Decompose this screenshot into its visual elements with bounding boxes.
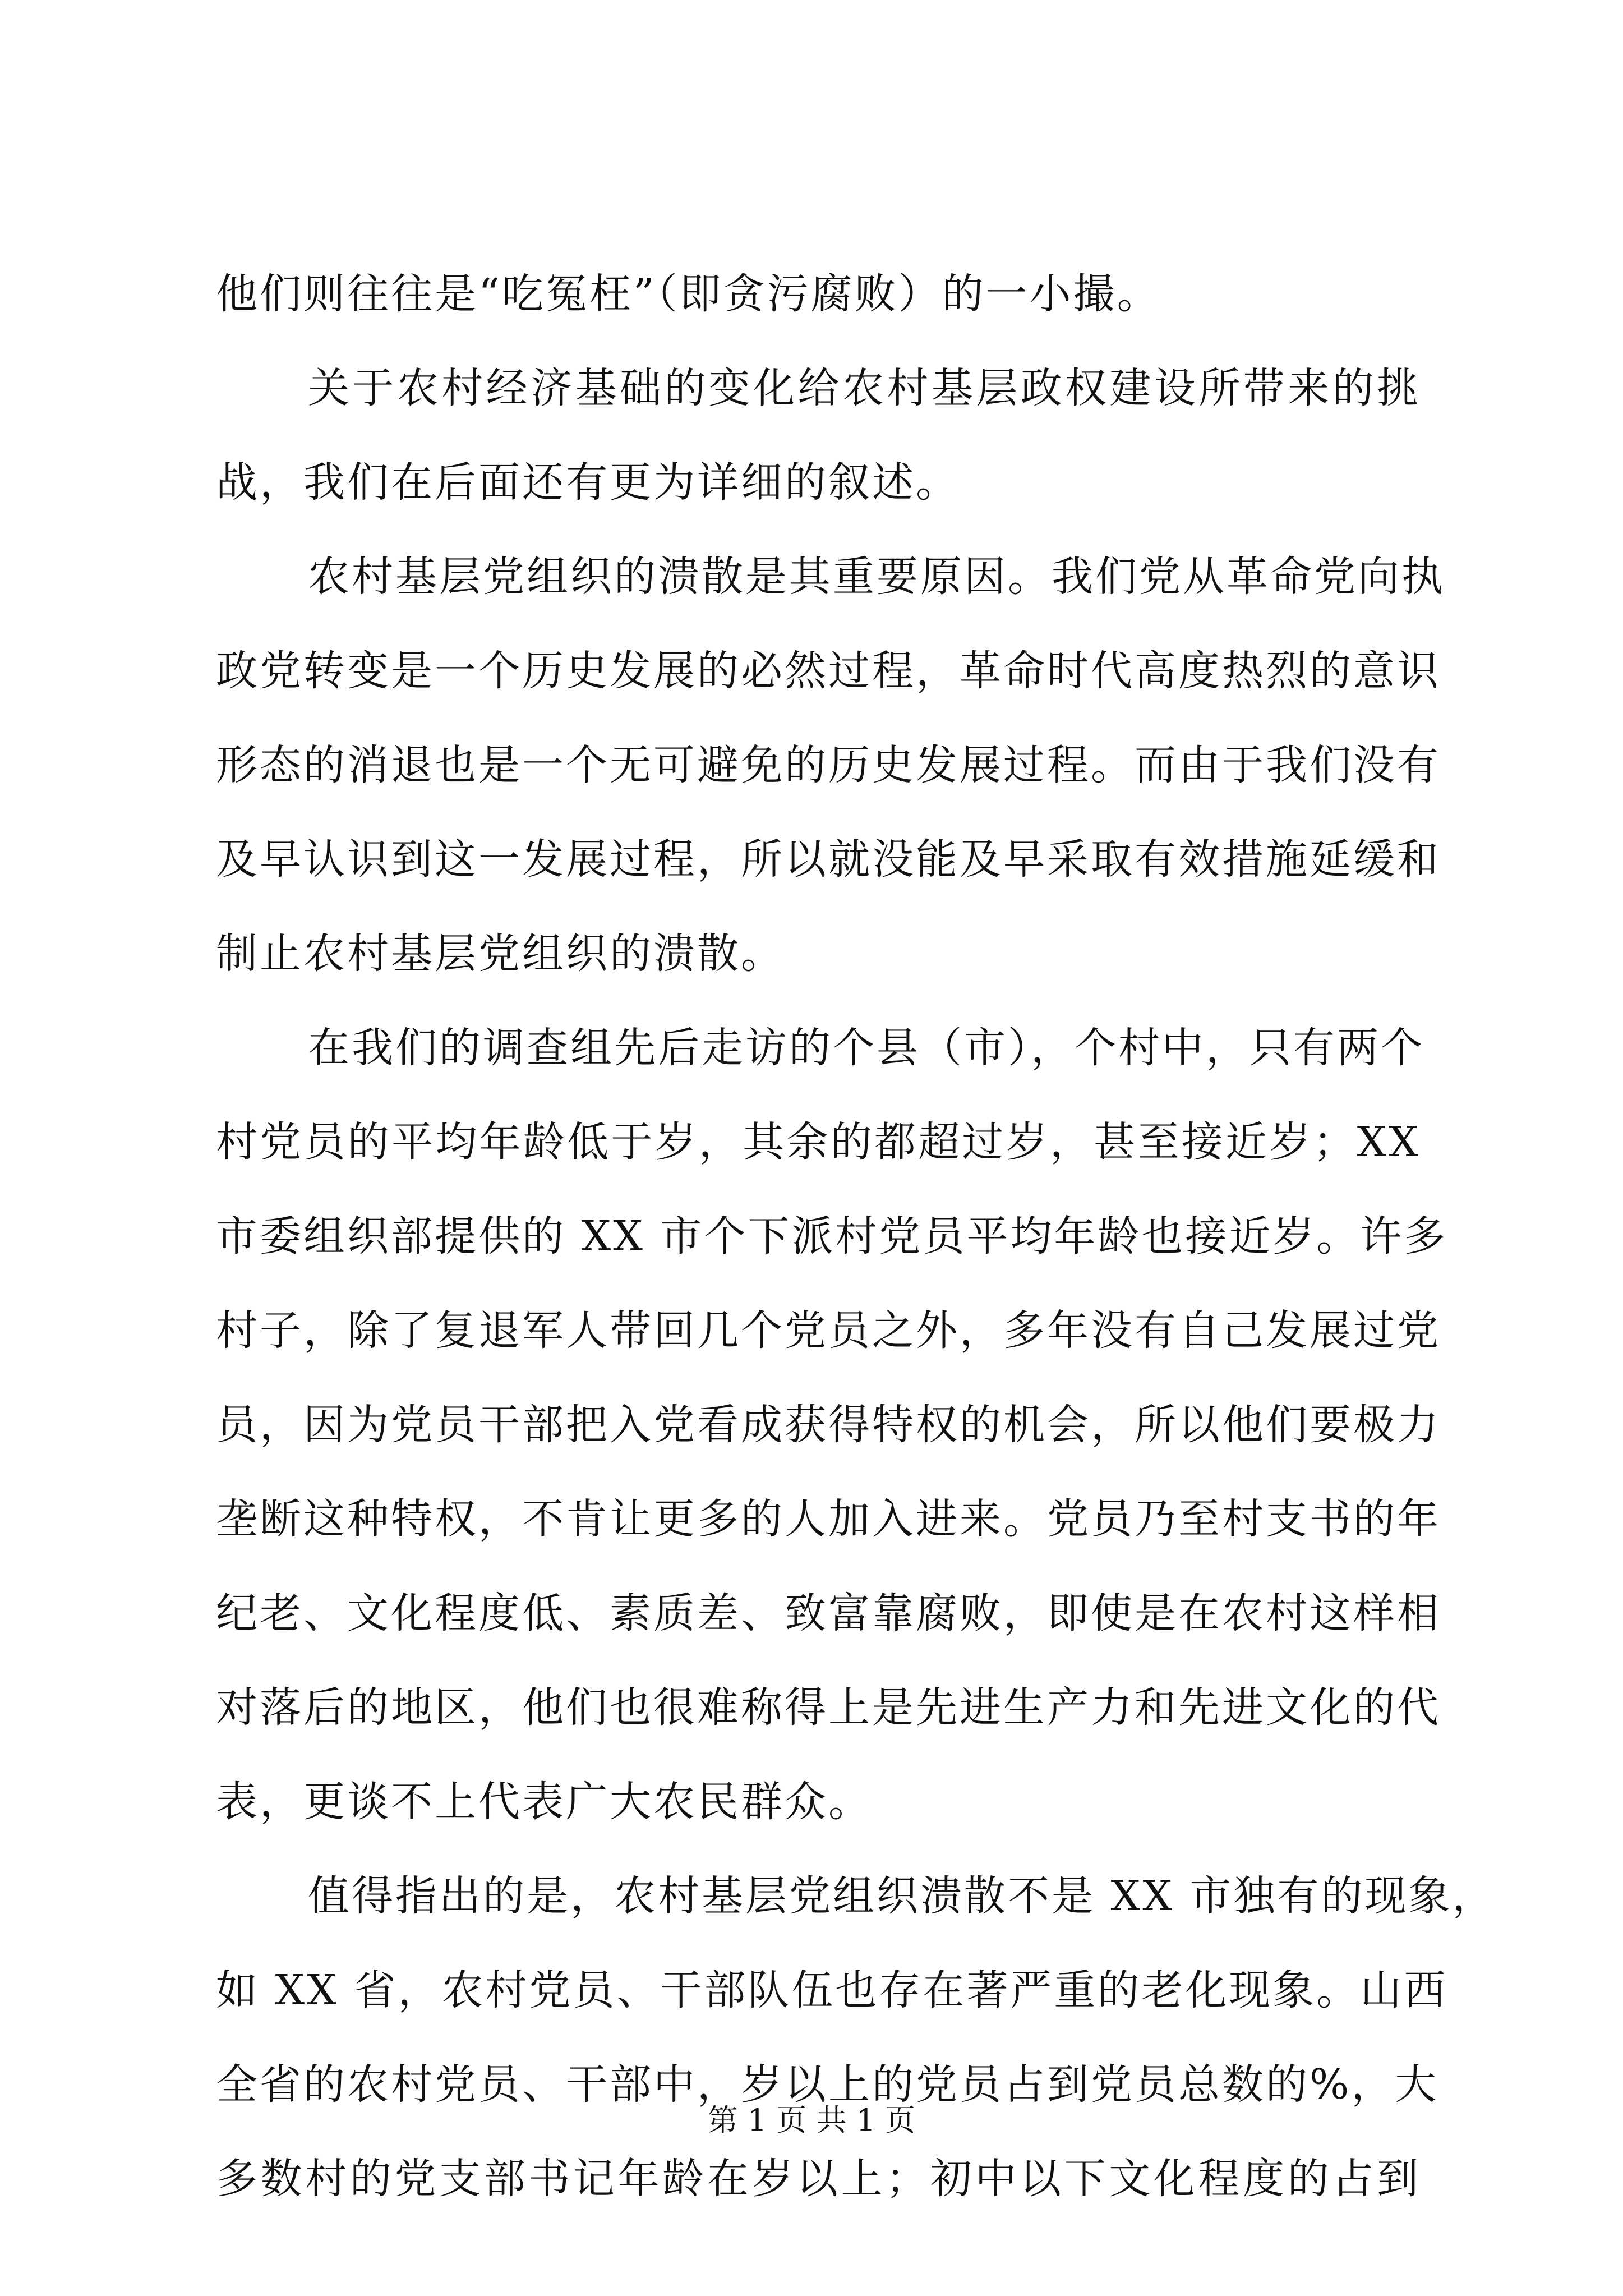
text-line: 垄断这种特权，不肯让更多的人加入进来。党员乃至村支书的年 bbox=[216, 1495, 1441, 1543]
text-line: 村子，除了复退军人带回几个党员之外，多年没有自己发展过党 bbox=[216, 1306, 1441, 1355]
text-line: 在我们的调查组先后走访的个县（市），个村中，只有两个 bbox=[308, 1024, 1424, 1072]
text-line: 员，因为党员干部把入党看成获得特权的机会，所以他们要极力 bbox=[216, 1401, 1441, 1449]
text-line: 关于农村经济基础的变化给农村基层政权建设所带来的挑 bbox=[308, 364, 1421, 412]
text-line: 市委组织部提供的 XX 市个下派村党员平均年龄也接近岁。许多 bbox=[216, 1212, 1448, 1260]
text-line: 多数村的党支部书记年龄在岁以上；初中以下文化程度的占到 bbox=[216, 2155, 1421, 2203]
document-body bbox=[216, 247, 1496, 2226]
text-line: 战，我们在后面还有更为详细的叙述。 bbox=[216, 458, 960, 507]
text-line: 村党员的平均年龄低于岁，其余的都超过岁，甚至接近岁；XX bbox=[216, 1118, 1421, 1166]
text-line: 全省的农村党员、干部中，岁以上的党员占到党员总数的%，大 bbox=[216, 2060, 1439, 2109]
text-line: 对落后的地区，他们也很难称得上是先进生产力和先进文化的代 bbox=[216, 1683, 1441, 1732]
text-line: 及早认识到这一发展过程，所以就没能及早采取有效措施延缓和 bbox=[216, 835, 1441, 884]
text-line: 表，更谈不上代表广大农民群众。 bbox=[216, 1778, 872, 1826]
text-line: 制止农村基层党组织的溃散。 bbox=[216, 930, 785, 978]
text-line: 纪老、文化程度低、素质差、致富靠腐败，即使是在农村这样相 bbox=[216, 1589, 1441, 1637]
text-line: 农村基层党组织的溃散是其重要原因。我们党从革命党向执 bbox=[308, 553, 1445, 601]
text-line: 政党转变是一个历史发展的必然过程，革命时代高度热烈的意识 bbox=[216, 647, 1441, 695]
text-line: 形态的消退也是一个无可避免的历史发展过程。而由于我们没有 bbox=[216, 741, 1441, 789]
page-footer: 第 1 页 共 1 页 bbox=[707, 2102, 916, 2138]
text-line: 如 XX 省，农村党员、干部队伍也存在著严重的老化现象。山西 bbox=[216, 1966, 1448, 2014]
text-line: 值得指出的是，农村基层党组织溃散不是 XX 市独有的现象， bbox=[308, 1872, 1496, 1920]
text-line: 他们则往往是“吃冤枉”（即贪污腐败）的一小撮。 bbox=[216, 270, 1161, 318]
